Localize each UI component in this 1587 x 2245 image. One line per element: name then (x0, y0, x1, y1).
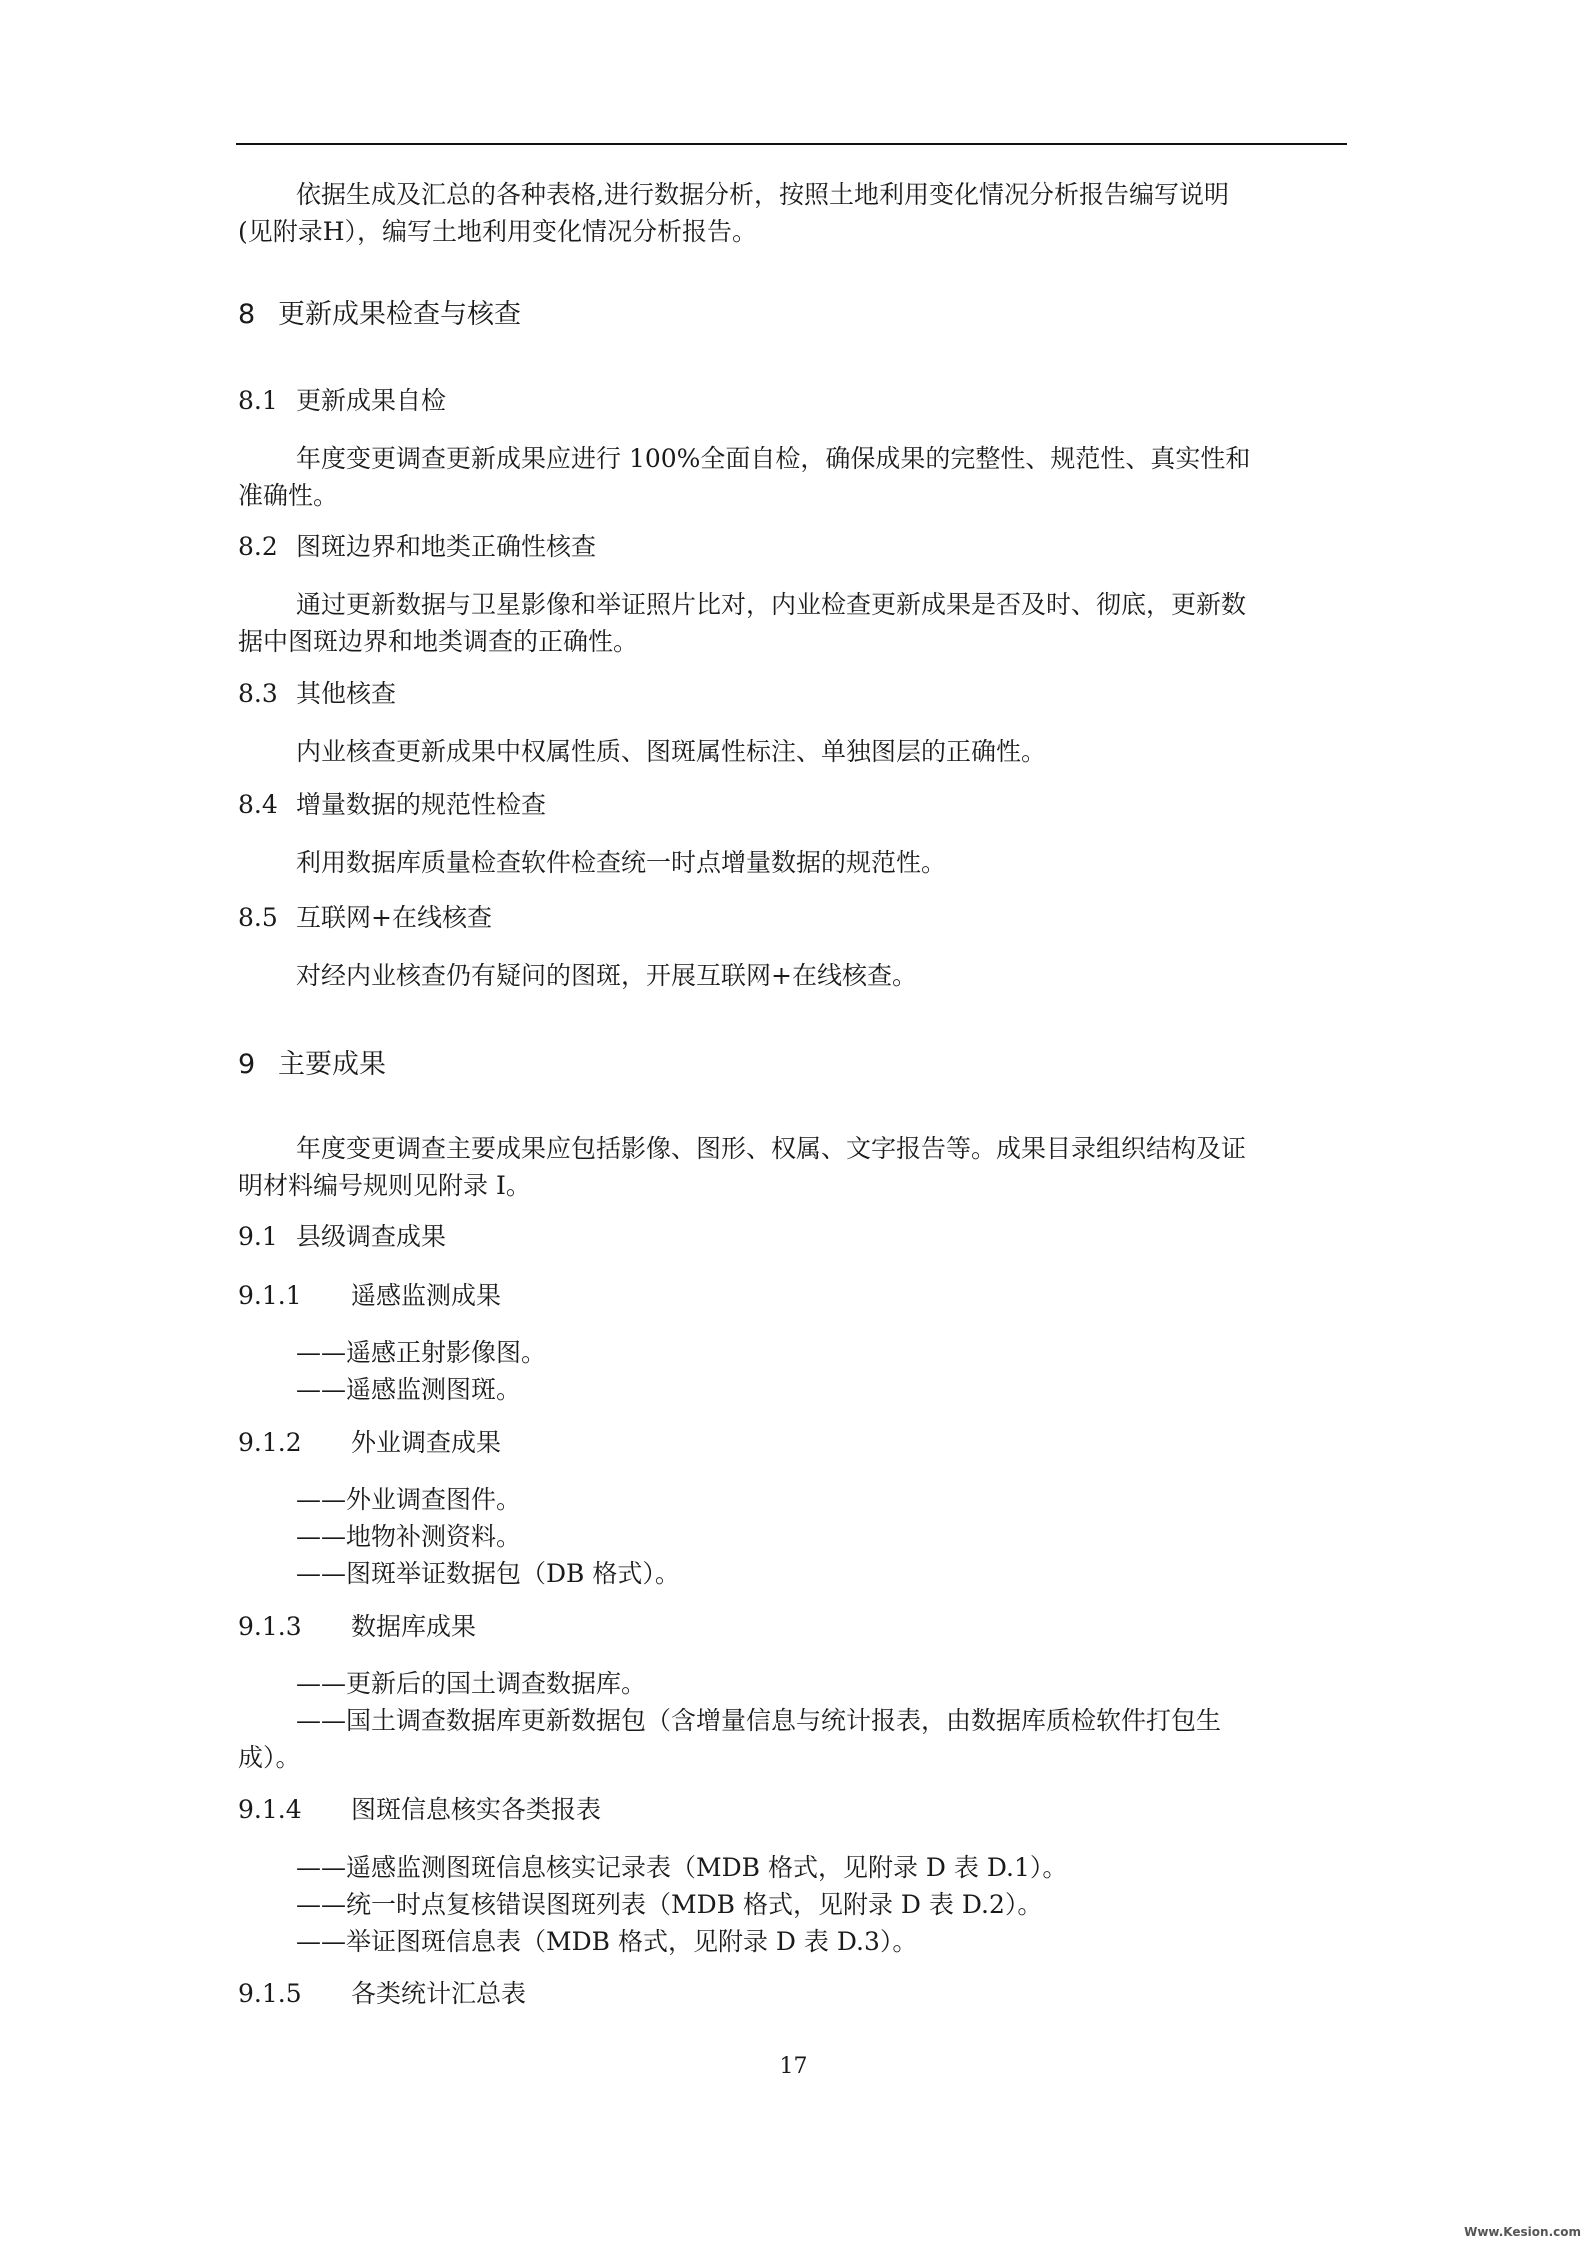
list-item: ——外业调查图件。 (296, 1485, 522, 1514)
section-title: 更新成果自检 (296, 386, 447, 415)
section-title: 数据库成果 (351, 1612, 477, 1641)
section-title: 其他核查 (296, 679, 397, 708)
watermark: Www.Kesion.com (1464, 2225, 1581, 2239)
section-number: 9.1.2 (238, 1428, 302, 1457)
section-title: 增量数据的规范性检查 (296, 790, 547, 819)
section-title: 更新成果检查与核查 (278, 299, 521, 330)
paragraph-line: 利用数据库质量检查软件检查统一时点增量数据的规范性。 (296, 848, 947, 877)
paragraph-line: (见附录H），编写土地利用变化情况分析报告。 (238, 217, 758, 246)
subsubsection-heading-9-1-4 (238, 1790, 601, 1826)
section-number: 8 (238, 299, 256, 330)
subsection-heading-8-2 (238, 527, 596, 563)
paragraph-line: 依据生成及汇总的各种表格,进行数据分析，按照土地利用变化情况分析报告编写说明 (296, 180, 1229, 209)
section-number: 8.5 (238, 903, 278, 932)
section-title: 图斑边界和地类正确性核查 (296, 532, 597, 561)
section-heading-9 (238, 1042, 386, 1081)
subsection-heading-8-5 (238, 898, 492, 934)
paragraph-line: 内业核查更新成果中权属性质、图斑属性标注、单独图层的正确性。 (296, 737, 1047, 766)
list-item: ——统一时点复核错误图斑列表（MDB 格式，见附录 D 表 D.2）。 (296, 1890, 1043, 1919)
section-number: 9.1.3 (238, 1612, 302, 1641)
paragraph-line: 年度变更调查主要成果应包括影像、图形、权属、文字报告等。成果目录组织结构及证 (296, 1134, 1247, 1163)
section-title: 各类统计汇总表 (351, 1979, 527, 2008)
section-number: 9.1 (238, 1222, 278, 1251)
section-number: 9.1.4 (238, 1795, 302, 1824)
subsection-heading-8-1 (238, 381, 446, 417)
subsubsection-heading-9-1-1 (238, 1276, 501, 1312)
section-number: 8.2 (238, 532, 278, 561)
section-number: 9.1.5 (238, 1979, 302, 2008)
subsection-heading-8-3 (238, 674, 396, 710)
subsubsection-heading-9-1-3 (238, 1607, 476, 1643)
section-heading-8 (238, 292, 521, 331)
list-item: ——地物补测资料。 (296, 1522, 522, 1551)
section-title: 外业调查成果 (351, 1428, 502, 1457)
section-title: 县级调查成果 (296, 1222, 447, 1251)
section-title: 遥感监测成果 (351, 1281, 502, 1310)
paragraph-line: 通过更新数据与卫星影像和举证照片比对，内业检查更新成果是否及时、彻底，更新数 (296, 590, 1247, 619)
section-number: 9.1.1 (238, 1281, 302, 1310)
list-item: ——图斑举证数据包（DB 格式）。 (296, 1559, 680, 1588)
section-number: 9 (238, 1049, 256, 1080)
list-item: ——遥感正射影像图。 (296, 1338, 547, 1367)
paragraph-line: 据中图斑边界和地类调查的正确性。 (238, 627, 639, 656)
list-item: ——举证图斑信息表（MDB 格式，见附录 D 表 D.3）。 (296, 1927, 918, 1956)
subsubsection-heading-9-1-5 (238, 1974, 526, 2010)
section-number: 8.1 (238, 386, 278, 415)
list-item: ——更新后的国土调查数据库。 (296, 1669, 647, 1698)
page-number: 17 (779, 2054, 808, 2079)
subsection-heading-9-1 (238, 1217, 446, 1253)
list-item: ——遥感监测图斑。 (296, 1375, 522, 1404)
paragraph-line: 对经内业核查仍有疑问的图斑，开展互联网+在线核查。 (296, 961, 917, 990)
section-number: 8.4 (238, 790, 278, 819)
paragraph-line: 年度变更调查更新成果应进行 100%全面自检，确保成果的完整性、规范性、真实性和 (296, 444, 1251, 473)
section-title: 图斑信息核实各类报表 (351, 1795, 602, 1824)
list-item: ——国土调查数据库更新数据包（含增量信息与统计报表，由数据库质检软件打包生 (296, 1706, 1222, 1735)
subsection-heading-8-4 (238, 785, 546, 821)
header-rule (236, 143, 1347, 145)
section-number: 8.3 (238, 679, 278, 708)
section-title: 互联网+在线核查 (296, 903, 492, 932)
list-item: ——遥感监测图斑信息核实记录表（MDB 格式，见附录 D 表 D.1）。 (296, 1853, 1068, 1882)
subsubsection-heading-9-1-2 (238, 1423, 501, 1459)
section-title: 主要成果 (278, 1049, 386, 1080)
paragraph-line: 准确性。 (238, 481, 339, 510)
list-item-continuation: 成）。 (238, 1743, 301, 1772)
paragraph-line: 明材料编号规则见附录 I。 (238, 1171, 531, 1200)
